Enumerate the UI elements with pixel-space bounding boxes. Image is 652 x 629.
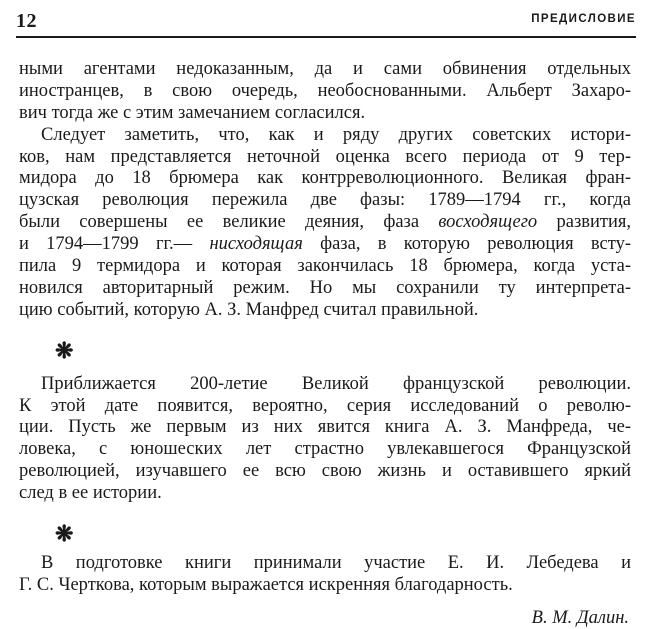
- separator-ornament: ❋: [55, 337, 74, 363]
- text-span: и 1794—1799 гг.—: [19, 234, 193, 255]
- text-line: новился авторитарный режим. Но мы сохранили ту интерпрета-: [19, 277, 631, 298]
- header-rule: [16, 36, 636, 38]
- text-line-with-italic: [19, 212, 631, 234]
- separator-ornament: ❋: [55, 521, 74, 547]
- text-line: Следует заметить, что, как и ряду других советских истори-: [41, 124, 631, 145]
- text-line: вич тогда же с этим замечанием согласился.: [19, 102, 366, 123]
- text-line: цию событий, которую А. З. Манфред считал правильной.: [19, 299, 479, 320]
- text-line: пила 9 термидора и которая закончилась 18 брюмера, когда уста-: [19, 256, 631, 277]
- text-line: В подготовке книги принимали участие Е. И. Лебедева и: [41, 553, 631, 574]
- text-line: Приближается 200-летие Великой французской революции.: [41, 373, 631, 394]
- text-line: революцией, изучавшего ее всю свою жизнь и оставившего яркий: [19, 461, 631, 482]
- spacer: [19, 545, 631, 553]
- text-span: развития,: [556, 212, 632, 233]
- text-line: мидора до 18 брюмера как контрреволюционного. Великая фран-: [19, 168, 631, 189]
- page-header: [16, 10, 636, 38]
- spacer: [19, 322, 631, 340]
- body-text: [19, 59, 631, 629]
- text-line: иностранцев, в свою очередь, необоснованными. Альберт Захаро-: [19, 80, 631, 101]
- text-span: были совершены ее великие деяния, фаза: [19, 212, 420, 233]
- paragraph-4: [19, 553, 631, 597]
- italic-word: нисходящая: [209, 234, 303, 255]
- text-line: цузская революция пережила две фазы: 1789—1794 гг., когда: [19, 190, 631, 211]
- spacer: [19, 362, 631, 374]
- page-number: 12: [16, 10, 37, 32]
- text-line: ции. Пусть же первым из них явится книга А. З. Манфреда, че-: [19, 417, 631, 438]
- text-line: ными агентами недоказанным, да и сами обвинения отдельных: [19, 59, 631, 79]
- italic-word: восходящего: [438, 212, 538, 233]
- text-line-with-italic: [19, 234, 631, 256]
- paragraph-2: [19, 125, 631, 322]
- text-line: ков, нам представляется неточной оценка всего периода от 9 тер-: [19, 146, 631, 167]
- paragraph-3: [19, 374, 631, 505]
- author-signature: В. М. Далин.: [531, 607, 629, 628]
- text-span: фаза, в которую революция всту-: [320, 234, 632, 255]
- spacer: [19, 505, 631, 523]
- text-line: Г. С. Черткова, которым выражается искренняя благодарность.: [19, 574, 513, 595]
- running-head: ПРЕДИСЛОВИЕ: [531, 13, 636, 25]
- text-line: К этой дате появится, вероятно, серия исследований о револю-: [19, 395, 631, 416]
- paragraph-1: [19, 59, 631, 125]
- text-line: след в ее истории.: [19, 483, 162, 504]
- text-line: ловека, с юношеских лет страстно увлекавшегося Французской: [19, 439, 631, 460]
